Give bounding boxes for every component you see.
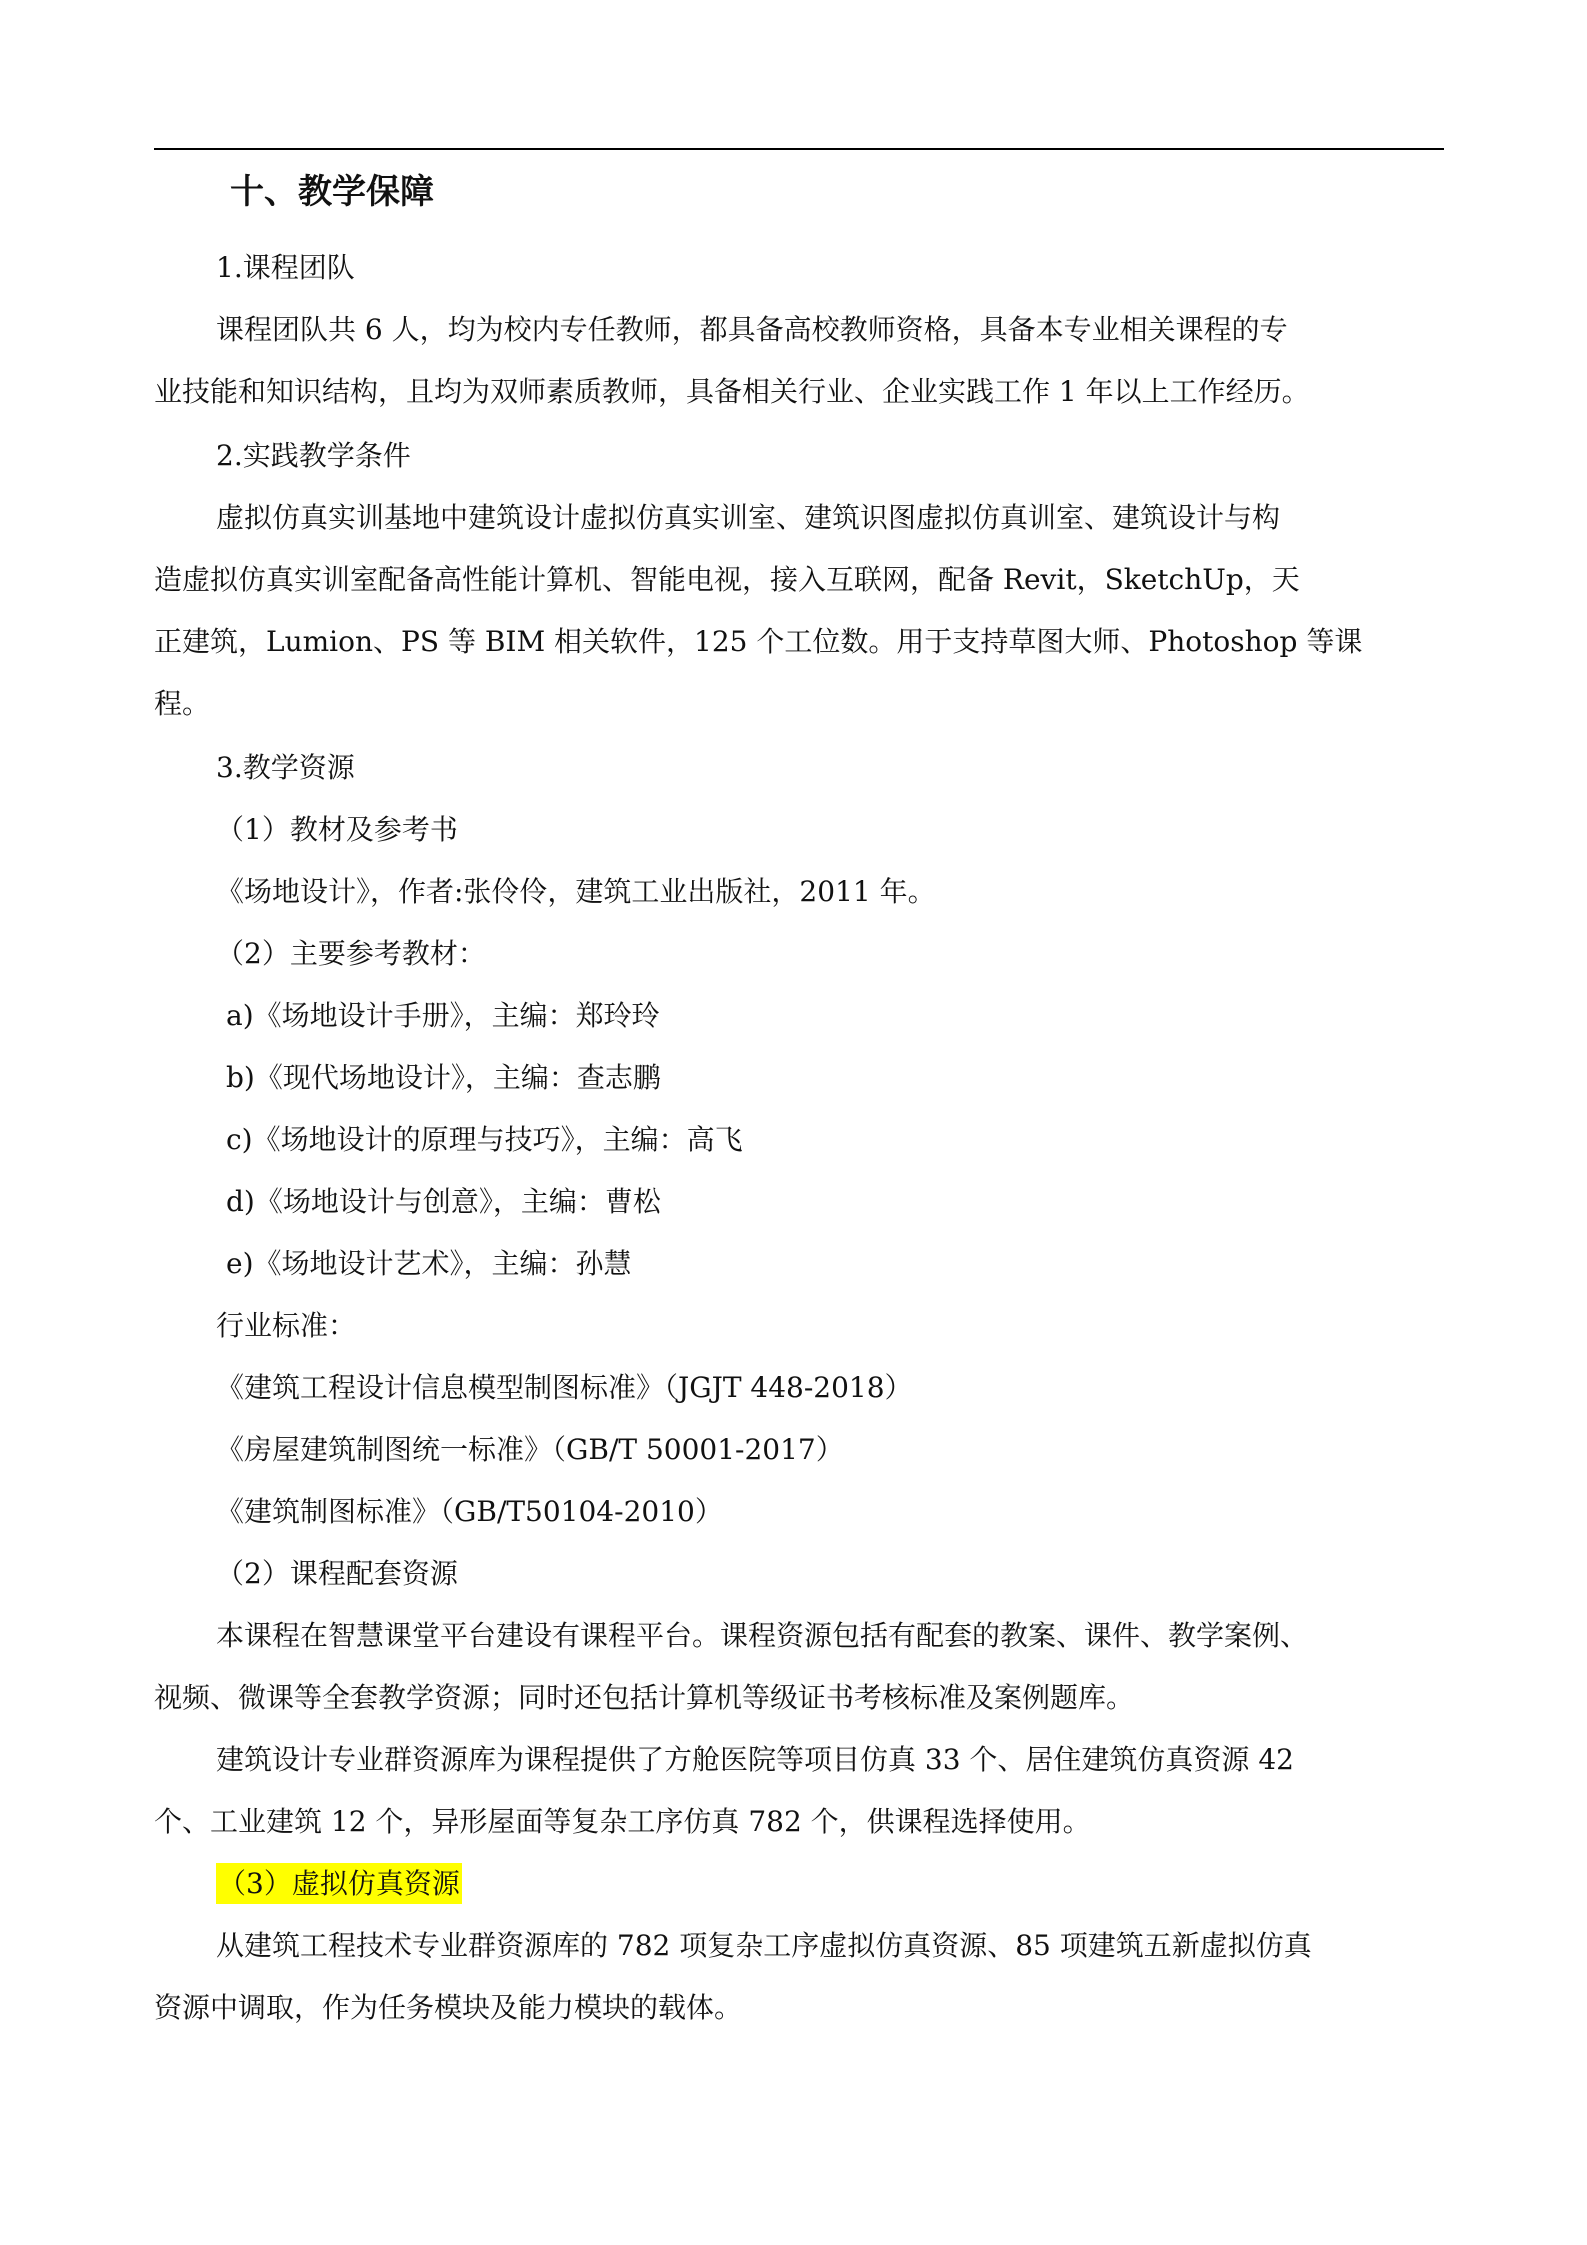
section-title: 十、教学保障 bbox=[230, 172, 434, 212]
practice-paragraph-line-1: 虚拟仿真实训基地中建筑设计虚拟仿真实训室、建筑识图虚拟仿真训室、建筑设计与构 bbox=[216, 501, 1281, 534]
practice-heading: 2.实践教学条件 bbox=[216, 439, 411, 472]
team-paragraph-line-2: 业技能和知识结构，且均为双师素质教师，具备相关行业、企业实践工作 1 年以上工作经历。 bbox=[154, 375, 1310, 408]
virtual-resources-heading: （3）虚拟仿真资源 bbox=[216, 1863, 462, 1904]
standard-item: 《建筑工程设计信息模型制图标准》（JGJT 448-2018） bbox=[216, 1371, 913, 1404]
course-resources-p1-line-1: 本课程在智慧课堂平台建设有课程平台。课程资源包括有配套的教案、课件、教学案例、 bbox=[216, 1619, 1309, 1652]
standard-item: 《房屋建筑制图统一标准》（GB/T 50001-2017） bbox=[216, 1433, 844, 1466]
course-resources-p2-line-1: 建筑设计专业群资源库为课程提供了方舱医院等项目仿真 33 个、居住建筑仿真资源 42 bbox=[216, 1743, 1294, 1776]
virtual-paragraph-line-2: 资源中调取，作为任务模块及能力模块的载体。 bbox=[154, 1991, 743, 2024]
practice-paragraph-line-3: 正建筑，Lumion、PS 等 BIM 相关软件，125 个工位数。用于支持草图大师、Photoshop 等课 bbox=[154, 625, 1363, 658]
resources-heading: 3.教学资源 bbox=[216, 751, 355, 784]
course-resources-p1-line-2: 视频、微课等全套教学资源；同时还包括计算机等级证书考核标准及案例题库。 bbox=[154, 1681, 1135, 1714]
ref-item: d)《场地设计与创意》，主编：曹松 bbox=[226, 1185, 661, 1218]
ref-item: b)《现代场地设计》，主编：查志鹏 bbox=[226, 1061, 661, 1094]
virtual-paragraph-line-1: 从建筑工程技术专业群资源库的 782 项复杂工序虚拟仿真资源、85 项建筑五新虚拟仿真 bbox=[216, 1929, 1312, 1962]
team-paragraph-line-1: 课程团队共 6 人，均为校内专任教师，都具备高校教师资格，具备本专业相关课程的专 bbox=[216, 313, 1288, 346]
course-resources-p2-line-2: 个、工业建筑 12 个，异形屋面等复杂工序仿真 782 个，供课程选择使用。 bbox=[154, 1805, 1091, 1838]
textbook-heading: （1）教材及参考书 bbox=[216, 813, 458, 846]
textbook-entry: 《场地设计》，作者:张伶伶，建筑工业出版社，2011 年。 bbox=[216, 875, 936, 908]
practice-paragraph-line-2: 造虚拟仿真实训室配备高性能计算机、智能电视，接入互联网，配备 Revit，SketchUp，天 bbox=[154, 563, 1300, 596]
virtual-heading-wrap bbox=[216, 1864, 1506, 1904]
standard-item: 《建筑制图标准》（GB/T50104-2010） bbox=[216, 1495, 723, 1528]
team-heading: 1.课程团队 bbox=[216, 251, 355, 284]
standards-heading: 行业标准： bbox=[216, 1309, 357, 1342]
course-resources-heading: （2）课程配套资源 bbox=[216, 1557, 458, 1590]
header-rule bbox=[154, 148, 1444, 150]
ref-item: a)《场地设计手册》，主编：郑玲玲 bbox=[226, 999, 660, 1032]
ref-item: c)《场地设计的原理与技巧》，主编：高飞 bbox=[226, 1123, 743, 1156]
practice-paragraph-line-4: 程。 bbox=[154, 687, 211, 720]
main-refs-heading: （2）主要参考教材： bbox=[216, 937, 486, 970]
ref-item: e)《场地设计艺术》，主编：孙慧 bbox=[226, 1247, 632, 1280]
